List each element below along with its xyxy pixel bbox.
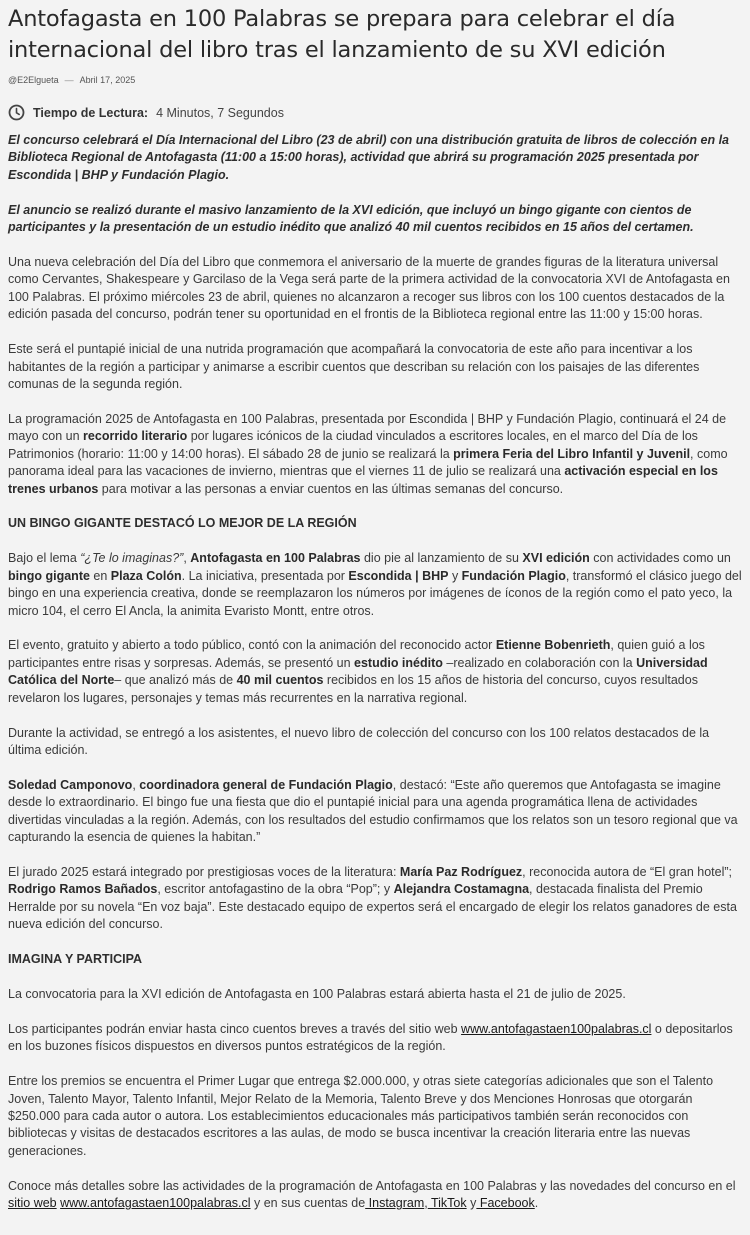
jury-paragraph: El jurado 2025 estará integrado por prestigiosas voces de la literatura: María Paz Rodríguez, reconocida autora de “El gran hotel”; Rodrigo Ramos Bañados, escritor antofagastino de la obra “Pop”; y Alejandra Costamagna, destacada finalista del Premio Herralde por su novela “En voz baja”. Este destacado equipo de expertos será el encargado de elegir los relatos ganadores de esta nueva edición del concurso. <box>8 865 737 932</box>
closing-paragraph: Conoce más detalles sobre las actividades de la programación de Antofagasta en 100 Palabras y las novedades del concurso en el sitio web www.antofagastaen100palabras.cl y en sus cuentas de Instagram, TikTok y Facebook. <box>8 1178 736 1211</box>
body-paragraph: Una nueva celebración del Día del Libro que conmemora el aniversario de la muerte de grandes figuras de la literatura universal como Cervantes, Shakespeare y Garcilaso de la Vega será parte de la primera actividad de la convocatoria XVI de Antofagasta en 100 Palabras. El próximo miércoles 23 de abril, quienes no alcanzaron a recoger sus libros con los 100 cuentos destacados de la edición pasada del concurso, podrán tener su oportunidad en el frontis de la Biblioteca regional entre las 11:00 y 15:00 horas. <box>8 255 730 322</box>
sitio-web-link[interactable]: sitio web <box>8 1196 57 1211</box>
meta-separator: — <box>64 75 74 85</box>
body-paragraph: Los participantes podrán enviar hasta cinco cuentos breves a través del sitio web www.antofagastaen100palabras.cl o depositarlos en los buzones físicos dispuestos en diversos puntos estratégicos de la región. <box>8 1021 733 1054</box>
quote-paragraph: Soledad Camponovo, coordinadora general de Fundación Plagio, destacó: “Este año queremos que Antofagasta se imagine desde lo extraordinario. El bingo fue una fiesta que dio el puntapié inicial para una agenda programática llena de actividades divertidas vinculadas a la región. Además, con los resultados del estudio confirmamos que los relatos son un tesoro regional que va capturando la esencia de quienes la habitan.” <box>8 777 738 845</box>
facebook-link[interactable]: Facebook <box>476 1196 535 1211</box>
article-title: Antofagasta en 100 Palabras se prepara para celebrar el día internacional del libro tras el lanzamiento de su XVI edición <box>8 6 676 63</box>
body-paragraph: El evento, gratuito y abierto a todo público, contó con la animación del reconocido actor Etienne Bobenrieth, quien guió a los participantes entre risas y sorpresas. Además, se presentó un estudio inédito –realizado en colaboración con la Universidad Católica del Norte– que analizó más de 40 mil cuentos recibidos en los 15 años de historia del concurso, cuyos resultados revelaron los lugares, personajes y temas más recurrentes en la narrativa regional. <box>8 638 708 705</box>
body-paragraph: Este será el puntapié inicial de una nutrida programación que acompañará la convocatoria de este año para incentivar a los habitantes de la región a participar y animarse a escribir cuentos que describan su relación con los paisajes de las diferentes comunas de la segunda región. <box>8 342 700 391</box>
article-meta <box>8 75 742 85</box>
clock-icon <box>8 104 25 121</box>
section-heading: UN BINGO GIGANTE DESTACÓ LO MEJOR DE LA REGIÓN <box>8 516 357 531</box>
section-heading: IMAGINA Y PARTICIPA <box>8 952 143 967</box>
website-link[interactable]: www.antofagastaen100palabras.cl <box>461 1021 652 1036</box>
reading-time-label: Tiempo de Lectura: <box>33 105 149 120</box>
lead-paragraph: El anuncio se realizó durante el masivo lanzamiento de la XVI edición, que incluyó un bingo gigante con cientos de participantes y la presentación de un estudio inédito que analizó 40 mil cuentos recibidos en 15 años del certamen. <box>8 202 694 235</box>
prizes-paragraph: Entre los premios se encuentra el Primer Lugar que entrega $2.000.000, y otras siete categorías adicionales que son el Talento Joven, Talento Mayor, Talento Infantil, Mejor Relato de la Memoria, Talento Breve y dos Menciones Honrosas que otorgarán $250.000 para cada autor o autora. Los establecimientos educacionales más participativos también serán reconocidos con bibliotecas y visitas de destacados escritores a las aulas, de modo se busca incentivar la creación literaria entre las nuevas generaciones. <box>8 1074 714 1158</box>
tiktok-link[interactable]: TikTok <box>427 1196 467 1211</box>
body-paragraph: La convocatoria para la XVI edición de Antofagasta en 100 Palabras estará abierta hasta el 21 de julio de 2025. <box>8 987 626 1002</box>
website-link[interactable]: www.antofagastaen100palabras.cl <box>60 1196 251 1211</box>
author-handle[interactable]: @E2Elgueta <box>8 75 59 85</box>
body-paragraph: Durante la actividad, se entregó a los asistentes, el nuevo libro de colección del concurso con los 100 relatos destacados de la última edición. <box>8 725 710 757</box>
lead-paragraph: El concurso celebrará el Día Internacional del Libro (23 de abril) con una distribución gratuita de libros de colección en la Biblioteca Regional de Antofagasta (11:00 a 15:00 horas), actividad que abrirá su programación 2025 presentada por Escondida | BHP y Fundación Plagio. <box>8 133 730 182</box>
body-paragraph: Bajo el lema “¿Te lo imaginas?”, Antofagasta en 100 Palabras dio pie al lanzamiento de su XVI edición con actividades como un bingo gigante en Plaza Colón. La iniciativa, presentada por Escondida | BHP y Fundación Plagio, transformó el clásico juego del bingo en una experiencia creativa, donde se reemplazaron los números por imágenes de íconos de la región como el pato yeco, la micro 104, el cerro El Ancla, la animita Evaristo Montt, entre otros. <box>8 551 742 618</box>
reading-time <box>8 104 742 121</box>
body-paragraph: La programación 2025 de Antofagasta en 100 Palabras, presentada por Escondida | BHP y Fundación Plagio, continuará el 24 de mayo con un recorrido literario por lugares icónicos de la ciudad vinculados a escritores locales, en el marco del Día de los Patrimonios (horario: 11:00 y 14:00 horas). El sábado 28 de junio se realizará la primera Feria del Libro Infantil y Juvenil, como panorama ideal para las vacaciones de invierno, mientras que el viernes 11 de julio se realizará una activación especial en los trenes urbanos para motivar a las personas a enviar cuentos en las últimas semanas del concurso. <box>8 411 728 496</box>
reading-time-value: 4 Minutos, 7 Segundos <box>156 105 284 120</box>
publish-date: Abril 17, 2025 <box>79 75 136 85</box>
instagram-link[interactable]: Instagram <box>365 1196 425 1211</box>
